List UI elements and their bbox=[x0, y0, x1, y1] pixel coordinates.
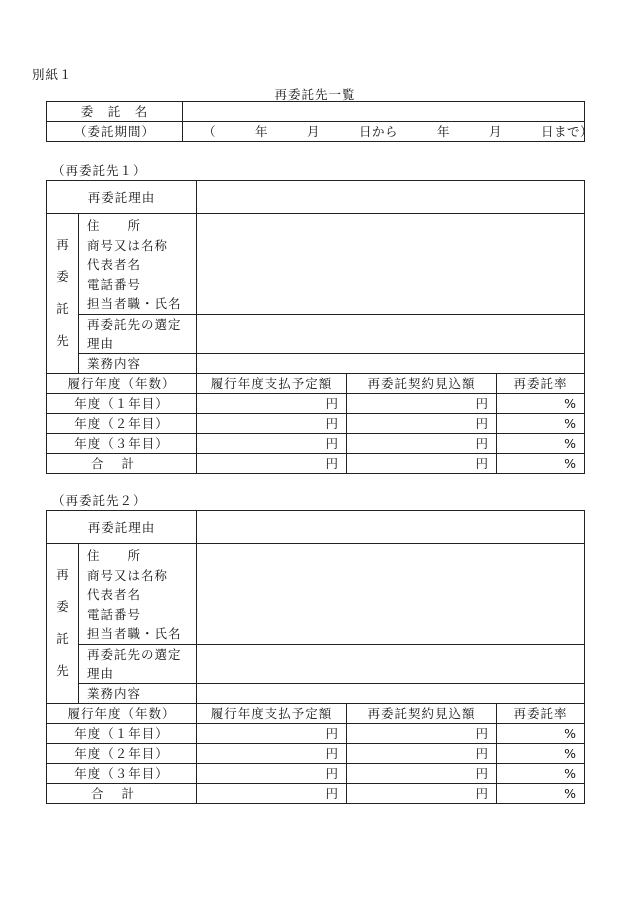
year-3-label: 年度（３年目） bbox=[47, 433, 197, 453]
year-1-label: 年度（１年目） bbox=[47, 723, 197, 743]
yen-cell[interactable]: 円 bbox=[197, 783, 347, 803]
yen-cell[interactable]: 円 bbox=[347, 763, 497, 783]
col-head-payment: 履行年度支払予定額 bbox=[197, 703, 347, 723]
yen-cell[interactable]: 円 bbox=[347, 413, 497, 433]
work-content-label: 業務内容 bbox=[79, 353, 197, 373]
percent-cell[interactable]: % bbox=[497, 743, 585, 763]
reason-field[interactable] bbox=[197, 511, 585, 544]
contract-name-field[interactable] bbox=[183, 102, 585, 122]
table-row bbox=[47, 393, 585, 413]
year-2-label: 年度（２年目） bbox=[47, 413, 197, 433]
work-content-label: 業務内容 bbox=[79, 683, 197, 703]
yen-cell[interactable]: 円 bbox=[197, 453, 347, 473]
subcontractor-table-2 bbox=[46, 510, 585, 804]
percent-cell[interactable]: % bbox=[497, 453, 585, 473]
col-head-contract: 再委託契約見込額 bbox=[347, 373, 497, 393]
page-title: 再委託先一覧 bbox=[274, 87, 356, 102]
annex-label: 別紙１ bbox=[32, 67, 73, 82]
table-row bbox=[47, 763, 585, 783]
percent-cell[interactable]: % bbox=[497, 783, 585, 803]
selection-reason-label: 再委託先の選定 理由 bbox=[79, 644, 197, 683]
yen-cell[interactable]: 円 bbox=[347, 393, 497, 413]
reason-field[interactable] bbox=[197, 181, 585, 214]
reason-label: 再委託理由 bbox=[47, 181, 197, 214]
table-row bbox=[47, 743, 585, 763]
yen-cell[interactable]: 円 bbox=[347, 743, 497, 763]
vertical-label: 再 委 託 先 bbox=[47, 214, 79, 374]
selection-reason-field[interactable] bbox=[197, 314, 585, 353]
reason-label: 再委託理由 bbox=[47, 511, 197, 544]
yen-cell[interactable]: 円 bbox=[347, 453, 497, 473]
percent-cell[interactable]: % bbox=[497, 763, 585, 783]
company-info-labels: 住 所 商号又は名称 代表者名 電話番号 担当者職・氏名 bbox=[79, 214, 197, 315]
section-heading-2: （再委託先２） bbox=[52, 493, 147, 508]
yen-cell[interactable]: 円 bbox=[347, 433, 497, 453]
company-info-field[interactable] bbox=[197, 214, 585, 315]
percent-cell[interactable]: % bbox=[497, 723, 585, 743]
contract-header-table bbox=[46, 101, 594, 142]
percent-cell[interactable]: % bbox=[497, 393, 585, 413]
selection-reason-field[interactable] bbox=[197, 644, 585, 683]
total-label: 合計 bbox=[47, 453, 197, 473]
col-head-year: 履行年度（年数） bbox=[47, 373, 197, 393]
work-content-field[interactable] bbox=[197, 353, 585, 373]
company-info-field[interactable] bbox=[197, 544, 585, 645]
yen-cell[interactable]: 円 bbox=[197, 763, 347, 783]
percent-cell[interactable]: % bbox=[497, 433, 585, 453]
yen-cell[interactable]: 円 bbox=[197, 723, 347, 743]
year-3-label: 年度（３年目） bbox=[47, 763, 197, 783]
work-content-field[interactable] bbox=[197, 683, 585, 703]
table-row bbox=[47, 453, 585, 473]
company-info-labels: 住 所 商号又は名称 代表者名 電話番号 担当者職・氏名 bbox=[79, 544, 197, 645]
yen-cell[interactable]: 円 bbox=[197, 433, 347, 453]
col-head-rate: 再委託率 bbox=[497, 373, 585, 393]
contract-period-field[interactable]: （ 年 月 日から 年 月 日まで） bbox=[183, 122, 585, 142]
table-row bbox=[47, 783, 585, 803]
yen-cell[interactable]: 円 bbox=[197, 743, 347, 763]
yen-cell[interactable]: 円 bbox=[197, 413, 347, 433]
table-row bbox=[47, 723, 585, 743]
yen-cell[interactable]: 円 bbox=[347, 783, 497, 803]
col-head-rate: 再委託率 bbox=[497, 703, 585, 723]
contract-name-label: 委 託 名 bbox=[47, 102, 183, 122]
table-row bbox=[47, 433, 585, 453]
section-heading-1: （再委託先１） bbox=[52, 163, 147, 178]
selection-reason-label: 再委託先の選定 理由 bbox=[79, 314, 197, 353]
contract-period-label: （委託期間） bbox=[47, 122, 183, 142]
yen-cell[interactable]: 円 bbox=[197, 393, 347, 413]
subcontractor-table-1 bbox=[46, 180, 585, 474]
col-head-year: 履行年度（年数） bbox=[47, 703, 197, 723]
total-label: 合計 bbox=[47, 783, 197, 803]
year-1-label: 年度（１年目） bbox=[47, 393, 197, 413]
vertical-label: 再 委 託 先 bbox=[47, 544, 79, 704]
year-2-label: 年度（２年目） bbox=[47, 743, 197, 763]
yen-cell[interactable]: 円 bbox=[347, 723, 497, 743]
col-head-contract: 再委託契約見込額 bbox=[347, 703, 497, 723]
col-head-payment: 履行年度支払予定額 bbox=[197, 373, 347, 393]
table-row bbox=[47, 413, 585, 433]
percent-cell[interactable]: % bbox=[497, 413, 585, 433]
